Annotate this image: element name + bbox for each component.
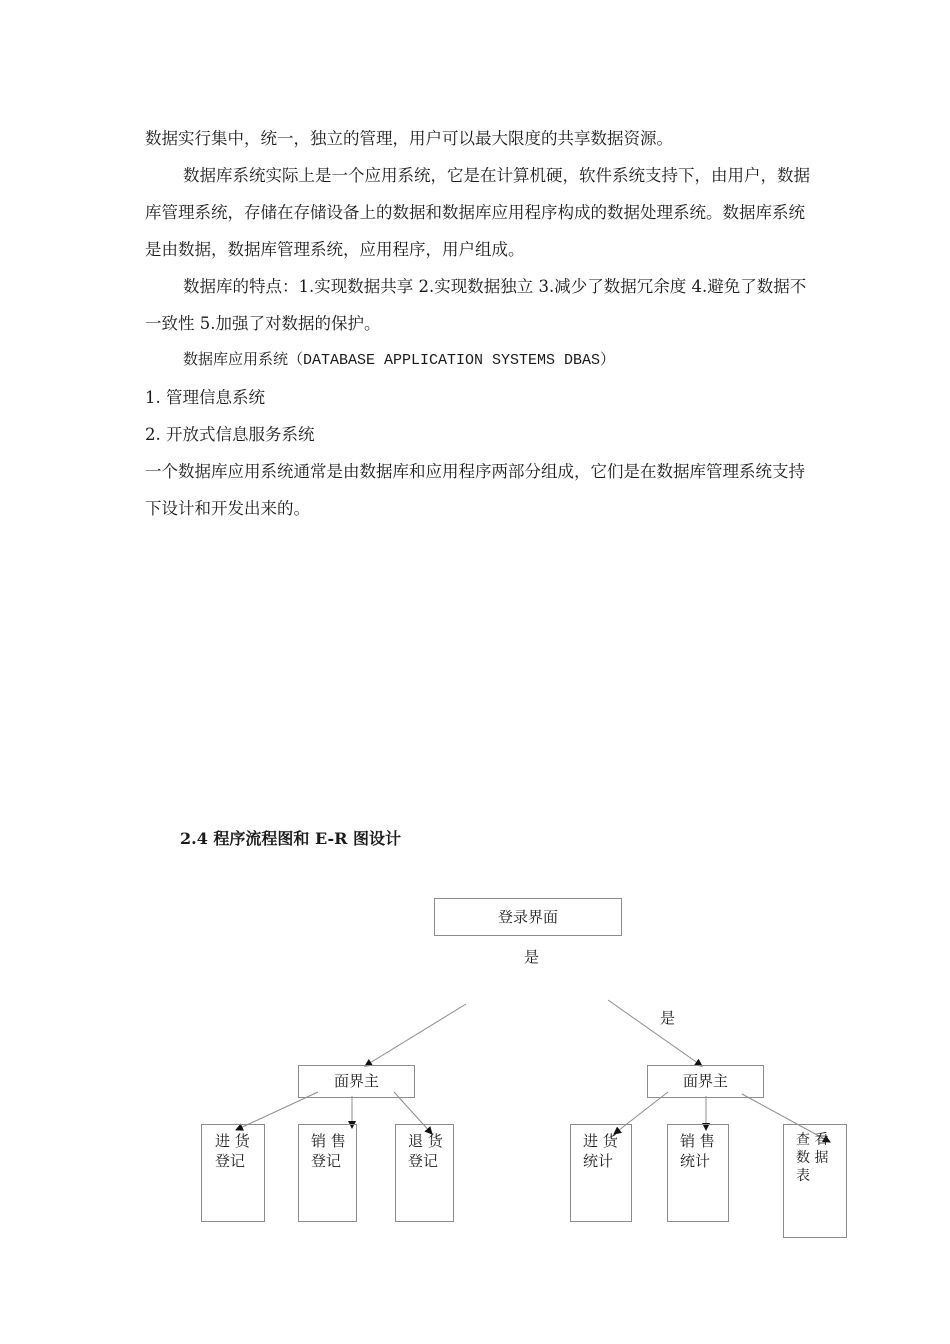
sales-register-line1: 销 售 <box>311 1132 346 1150</box>
paragraph-4: 数据库应用系统（DATABASE APPLICATION SYSTEMS DBAS） <box>183 352 616 369</box>
view-data-table-line2: 数 据 <box>796 1150 829 1166</box>
section-heading: 2.4 程序流程图和 E-R 图设计 <box>180 829 401 848</box>
list-item-1: 1. 管理信息系统 <box>145 388 265 407</box>
main-interface-right-box <box>647 1065 764 1098</box>
return-register-box <box>395 1124 454 1222</box>
sales-register-line2: 登记 <box>311 1152 342 1170</box>
view-data-table-line3: 表 <box>796 1168 810 1184</box>
return-register-line1: 退 货 <box>408 1132 443 1150</box>
login-box <box>434 898 622 936</box>
paragraph-5: 一个数据库应用系统通常是由数据库和应用程序两部分组成，它们是在数据库管理系统支持下设计和开发出来的。 <box>145 462 805 518</box>
paragraph-2: 数据库系统实际上是一个应用系统，它是在计算机硬，软件系统支持下，由用户，数据库管理系统，存储在存储设备上的数据和数据库应用程序构成的数据处理系统。数据库系统是由数据，数据库管理系统，应用程序，用户组成。 <box>145 166 810 259</box>
purchase-stats-line2: 统计 <box>583 1152 614 1170</box>
purchase-stats-line1: 进 货 <box>583 1132 618 1150</box>
yes-label-center: 是 <box>524 948 540 966</box>
purchase-stats-box <box>570 1124 632 1222</box>
view-data-table-box <box>783 1124 847 1238</box>
connector-login-to-main-left <box>365 1004 466 1066</box>
purchase-register-box <box>201 1124 265 1222</box>
yes-label-right: 是 <box>660 1009 676 1027</box>
view-data-table-line1: 查 看 <box>796 1132 829 1148</box>
main-interface-left-box <box>298 1065 415 1098</box>
list-item-2: 2. 开放式信息服务系统 <box>145 425 315 444</box>
purchase-register-line2: 登记 <box>215 1152 246 1170</box>
connector-login-to-main-right <box>608 1000 702 1066</box>
sales-register-box <box>298 1124 357 1222</box>
paragraph-3: 数据库的特点：1.实现数据共享 2.实现数据独立 3.减少了数据冗余度 4.避免了数据不一致性 5.加强了对数据的保护。 <box>145 277 807 333</box>
sales-stats-line1: 销 售 <box>680 1132 715 1150</box>
paragraph-1: 数据实行集中，统一，独立的管理，用户可以最大限度的共享数据资源。 <box>145 129 673 148</box>
main-interface-right-label: 面界主 <box>682 1072 728 1090</box>
sales-stats-line2: 统计 <box>680 1152 711 1170</box>
main-interface-left-label: 面界主 <box>333 1072 379 1090</box>
purchase-register-line1: 进 货 <box>215 1132 250 1150</box>
sales-stats-box <box>667 1124 729 1222</box>
return-register-line2: 登记 <box>408 1152 439 1170</box>
login-label: 登录界面 <box>497 908 558 926</box>
